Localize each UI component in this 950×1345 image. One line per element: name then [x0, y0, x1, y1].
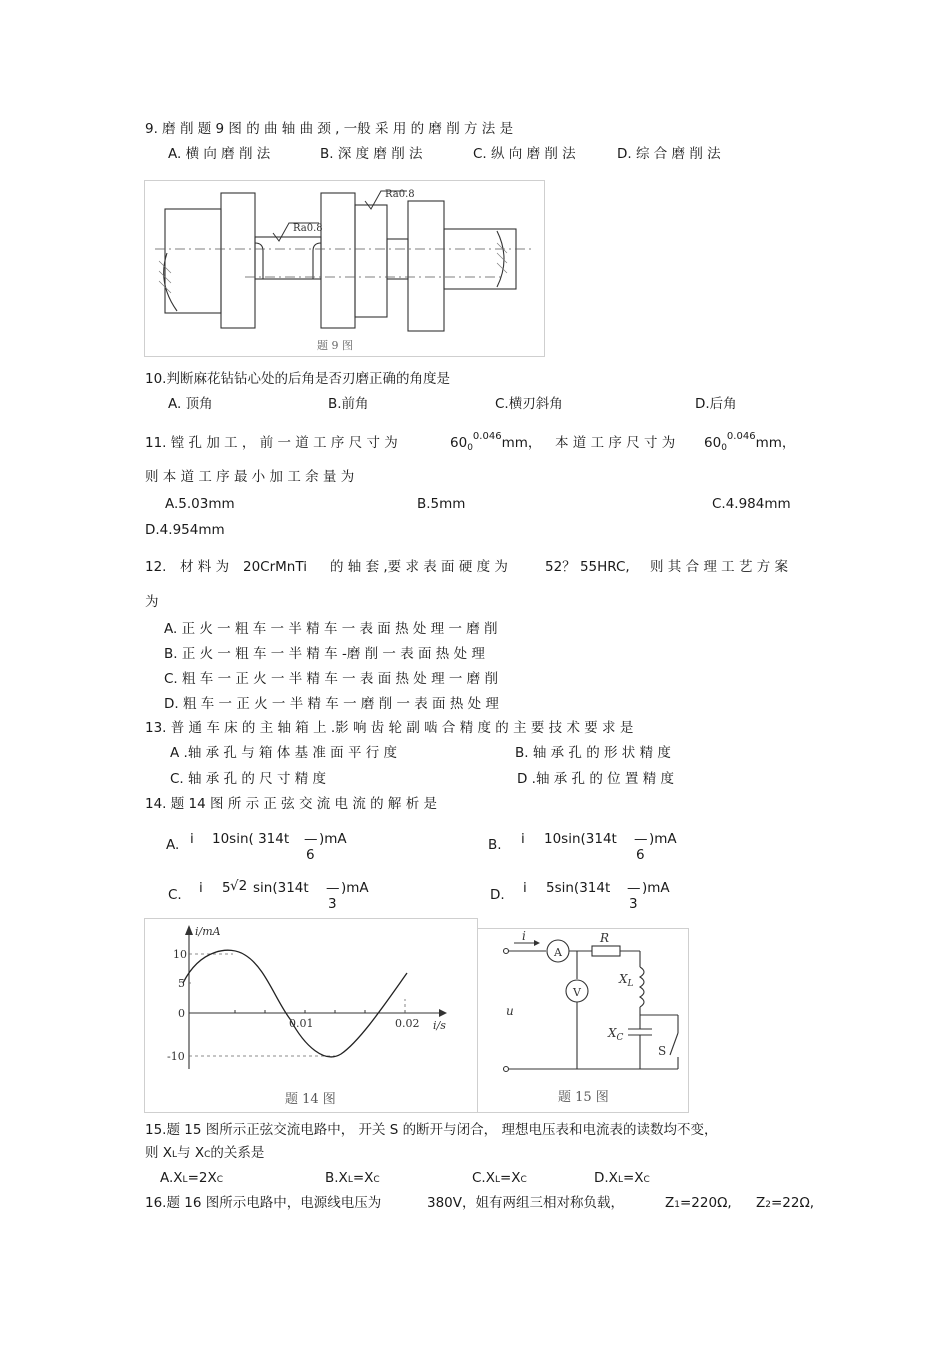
current-label: i — [522, 929, 526, 943]
y-tick-10: 10 — [173, 948, 187, 961]
x-tick-001: 0.01 — [289, 1017, 314, 1030]
resistor-label: R — [600, 931, 610, 945]
q13-option-c: C. 轴 承 孔 的 尺 寸 精 度 — [170, 771, 327, 787]
q13-option-a: A .轴 承 孔 与 箱 体 基 准 面 平 行 度 — [170, 745, 398, 761]
q15-stem-line2: 则 XL与 XC的关系是 — [145, 1145, 265, 1161]
q11-stem-part2: 本 道 工 序 尺 寸 为 — [555, 435, 676, 451]
q11-option-c: C.4.984mm — [712, 496, 791, 512]
q14-option-b-denominator: 6 — [636, 847, 645, 863]
inductor-label: $X_L$ — [619, 972, 634, 989]
ammeter-symbol: A — [554, 946, 562, 959]
q14-stem: 14. 题 14 图 所 示 正 弦 交 流 电 流 的 解 析 是 — [145, 796, 438, 812]
q10-stem: 10.判断麻花钻钻心处的后角是否刃磨正确的角度是 — [145, 371, 450, 387]
q16-stem-part2: 380V，姐有两组三相对称负载， — [427, 1195, 625, 1211]
q12-stem-part4: 的 轴 套 ,要 求 表 面 硬 度 为 — [330, 559, 508, 575]
figure-14-sine-wave — [144, 918, 478, 1113]
q14-option-b-label: B. — [488, 837, 502, 853]
q14-option-a-denominator: 6 — [306, 847, 315, 863]
q14-option-d-unit: )mA — [642, 880, 670, 896]
q10-option-c: C.横刃斜角 — [495, 396, 563, 412]
y-axis-label: i/mA — [195, 925, 221, 938]
q14-option-c-expr: sin(314t — [253, 880, 309, 896]
q14-option-d-fraction-bar: — — [627, 880, 641, 896]
q10-option-d: D.后角 — [695, 396, 737, 412]
q11-option-b: B.5mm — [417, 496, 466, 512]
q9-option-d: D. 综 合 磨 削 法 — [617, 146, 721, 162]
q13-option-d: D .轴 承 孔 的 位 置 精 度 — [517, 771, 675, 787]
q16-z1: Z1=220Ω, — [665, 1195, 732, 1211]
y-tick-5: 5 — [178, 977, 185, 990]
q13-option-b: B. 轴 承 孔 的 形 状 精 度 — [515, 745, 671, 761]
q14-option-b-expr: 10sin(314t — [544, 831, 617, 847]
q16-z2: Z2=22Ω, — [756, 1195, 815, 1211]
x-axis-label: i/s — [433, 1019, 446, 1032]
q13-stem: 13. 普 通 车 床 的 主 轴 箱 上 .影 响 齿 轮 副 啮 合 精 度 的 主 要 技 术 要 求 是 — [145, 720, 634, 736]
q14-option-d-i: i — [523, 880, 527, 896]
q12-hardness: 52？ 55HRC, — [545, 559, 630, 575]
q12-option-a: A. 正 火 一 粗 车 一 半 精 车 一 表 面 热 处 理 一 磨 削 — [164, 621, 498, 637]
q14-option-d-label: D. — [490, 887, 505, 903]
q14-option-c-fraction-bar: — — [326, 880, 340, 896]
q14-option-a-fraction-bar: — — [304, 831, 318, 847]
q12-number: 12. — [145, 559, 167, 575]
q11-stem-part1: 11. 镗 孔 加 工 ， 前 一 道 工 序 尺 寸 为 — [145, 435, 398, 451]
q14-option-b-unit: )mA — [649, 831, 677, 847]
q14-option-c-denominator: 3 — [328, 896, 337, 912]
ra-label-2: Ra0.8 — [385, 189, 415, 200]
y-tick-0: 0 — [178, 1007, 185, 1020]
q12-option-b: B. 正 火 一 粗 车 一 半 精 车 -磨 削 一 表 面 热 处 理 — [164, 646, 485, 662]
voltmeter-symbol: V — [573, 986, 581, 999]
q11-option-a: A.5.03mm — [165, 496, 235, 512]
q16-stem-part1: 16.题 16 图所示电路中，电源线电压为 — [145, 1195, 382, 1211]
q14-option-c-coef: 5 — [222, 880, 231, 896]
q9-option-a: A. 横 向 磨 削 法 — [168, 146, 271, 162]
q11-option-d: D.4.954mm — [145, 522, 225, 538]
q12-option-c: C. 粗 车 一 正 火 一 半 精 车 一 表 面 热 处 理 一 磨 削 — [164, 671, 498, 687]
q14-option-c-i: i — [199, 880, 203, 896]
q14-option-a-expr: 10sin( 314t — [212, 831, 290, 847]
q11-dimension-2: $60_0^{0.046}mm$， — [704, 431, 796, 453]
ra-label-1: Ra0.8 — [293, 223, 323, 234]
figure-14-caption: 题 14 图 — [285, 1092, 336, 1107]
figure-9-crankshaft — [144, 180, 545, 357]
x-tick-002: 0.02 — [395, 1017, 420, 1030]
capacitor-label: $X_C$ — [608, 1026, 624, 1043]
q15-option-b: B.XL=XC — [325, 1170, 380, 1186]
q14-option-c-sqrt: √2 — [230, 878, 248, 894]
y-tick-neg10: -10 — [167, 1050, 185, 1063]
q14-option-b-fraction-bar: — — [634, 831, 648, 847]
q15-option-d: D.XL=XC — [594, 1170, 650, 1186]
q9-stem: 9. 磨 削 题 9 图 的 曲 轴 曲 颈 , 一般 采 用 的 磨 削 方 法 是 — [145, 121, 514, 137]
q15-stem-line1: 15.题 15 图所示正弦交流电路中， 开关 S 的断开与闭合， 理想电压表和电流表的读数均不变， — [145, 1122, 718, 1138]
q15-option-a: A.XL=2XC — [160, 1170, 224, 1186]
q15-option-c: C.XL=XC — [472, 1170, 527, 1186]
q10-option-b: B.前角 — [328, 396, 369, 412]
q12-stem-part6: 则 其 合 理 工 艺 方 案 — [650, 559, 789, 575]
q14-option-d-denominator: 3 — [629, 896, 638, 912]
figure-15-circuit — [477, 928, 689, 1113]
q14-option-a-label: A. — [166, 837, 180, 853]
q14-option-b-i: i — [521, 831, 525, 847]
q14-option-c-unit: )mA — [341, 880, 369, 896]
q12-stem-part2: 材 料 为 — [180, 559, 230, 575]
figure-9-caption: 题 9 图 — [317, 339, 353, 352]
q14-option-c-label: C. — [168, 887, 182, 903]
voltage-label: u — [506, 1004, 514, 1018]
q11-stem-line2: 则 本 道 工 序 最 小 加 工 余 量 为 — [145, 469, 355, 485]
q12-material: 20CrMnTi — [243, 559, 307, 575]
q10-option-a: A. 顶角 — [168, 396, 213, 412]
q9-option-c: C. 纵 向 磨 削 法 — [473, 146, 576, 162]
q14-option-d-expr: 5sin(314t — [546, 880, 611, 896]
q12-option-d: D. 粗 车 一 正 火 一 半 精 车 一 磨 削 一 表 面 热 处 理 — [164, 696, 499, 712]
q14-option-a-i: i — [190, 831, 194, 847]
q11-dimension-1: $60_0^{0.046}mm$， — [450, 431, 542, 453]
figure-15-caption: 题 15 图 — [558, 1090, 609, 1105]
switch-label: S — [658, 1044, 667, 1058]
q14-option-a-unit: )mA — [319, 831, 347, 847]
q12-stem-line2: 为 — [145, 594, 159, 610]
q9-option-b: B. 深 度 磨 削 法 — [320, 146, 423, 162]
